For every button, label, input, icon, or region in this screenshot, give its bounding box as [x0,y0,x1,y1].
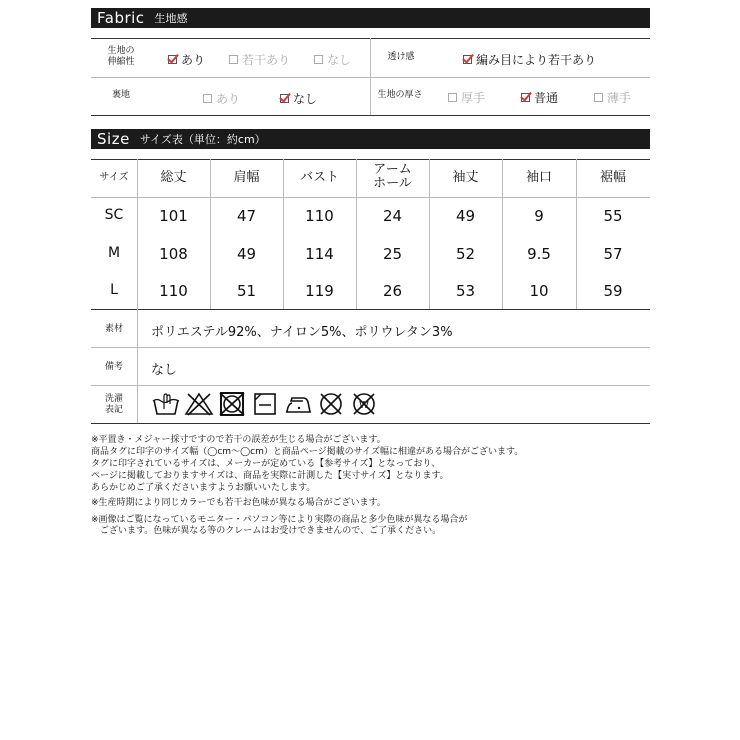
note-line: タグに印字されているサイズは、メーカーが定めている【参考サイズ】となっており、 [91,459,441,469]
no-bleach-icon [184,391,214,417]
checkbox-empty-icon [594,93,603,102]
cell-value: 49 [236,245,257,263]
stretch-option-slight[interactable]: 若干あり [229,51,290,68]
lining-label: 裏地 [111,90,130,100]
row-size-l: L [110,282,118,298]
checkbox-checked-icon [280,94,289,103]
size-table-bottom-border [91,309,650,310]
info-divider [137,309,138,423]
cell-value: 110 [159,282,188,300]
header-sleeve-length: 袖丈 [452,170,479,185]
cell-value: 24 [382,207,403,225]
row-size-sc: SC [104,207,124,223]
remarks-label: 備考 [104,362,123,372]
fabric-title: Fabric [97,9,145,27]
drip-dry-shade-icon [250,391,280,417]
no-dry-clean-icon [316,391,346,417]
row-size-m: M [107,245,121,261]
fabric-divider [370,38,371,115]
stretch-label: 生地の 伸縮性 [107,46,135,67]
note-line: ※生産時期により同じカラーでも若干お色味が異なる場合がございます。 [91,498,386,508]
size-table-top-border [91,159,650,160]
cell-value: 49 [455,207,476,225]
thickness-label: 生地の厚さ [377,90,423,100]
thickness-option-normal[interactable]: 普通 [521,89,558,106]
care-label: 洗濯 表記 [104,394,123,415]
cell-value: 26 [382,282,403,300]
header-armhole: アーム ホール [373,162,412,191]
size-title: Size [97,130,130,148]
cell-value: 53 [455,282,476,300]
cell-value: 25 [382,245,403,263]
note-line: あらかじめご了承くださいますようお願いいたします。 [91,483,316,493]
checkbox-empty-icon [203,94,212,103]
size-table-header-border [91,197,650,198]
note-line: ※平置き・メジャー採寸ですので若干の誤差が生じる場合がございます。 [91,435,386,445]
remarks-value: なし [151,363,178,378]
header-hem: 裾幅 [599,170,626,185]
fabric-bottom-border [91,115,650,116]
checkbox-checked-icon [168,55,177,64]
lining-option-yes[interactable]: あり [203,90,240,107]
checkbox-empty-icon [448,93,457,102]
no-tumble-dry-icon [217,391,247,417]
note-line: ございます。色味が異なる等のクレームはお受けできませんので、ご了承ください。 [91,526,442,536]
checkbox-empty-icon [314,55,323,64]
header-length: 総丈 [160,170,187,185]
lining-option-no[interactable]: なし [280,90,317,107]
cell-value: 57 [603,245,623,263]
material-border [91,347,650,348]
fabric-header [91,8,650,28]
size-header [91,129,650,149]
material-label: 素材 [104,324,123,334]
header-cuff: 袖口 [525,170,552,185]
cell-value: 108 [159,245,188,263]
sheer-label: 透け感 [387,52,415,62]
cell-value: 114 [305,245,334,263]
note-line: ※画像はご覧になっているモニター・パソコン等により実際の商品と多少色味が異なる場合が [91,515,468,525]
cell-value: 110 [305,207,334,225]
care-icons [151,391,379,417]
remarks-border [91,385,650,386]
cell-value: 55 [603,207,623,225]
cell-value: 47 [236,207,257,225]
header-shoulder: 肩幅 [233,170,260,185]
note-line: 商品タグに印字のサイズ幅（◯cm〜◯cm）と商品ページ掲載のサイズ幅に相違がある場合がございます。 [91,447,524,457]
cell-value: 10 [529,282,549,300]
cell-value: 59 [603,282,623,300]
cell-value: 9.5 [527,245,551,263]
checkbox-checked-icon [521,93,530,102]
size-subtitle: サイズ表（単位：約cm） [139,133,266,146]
stretch-option-no[interactable]: なし [314,51,351,68]
material-value: ポリエステル92%、ナイロン5%、ポリウレタン3% [151,325,453,340]
cell-value: 9 [534,207,544,225]
cell-value: 119 [305,282,334,300]
cell-value: 52 [455,245,476,263]
no-wet-clean-icon [349,391,379,417]
header-bust: バスト [299,170,339,185]
hand-wash-icon [151,391,181,417]
care-bottom-border [91,423,650,424]
iron-low-icon [283,391,313,417]
thickness-option-thick[interactable]: 厚手 [448,89,485,106]
cell-value: 51 [236,282,257,300]
cell-value: 101 [159,207,188,225]
note-line: ページに掲載しておりますサイズは、商品を実際に計測した【実寸サイズ】となります。 [91,471,449,481]
checkbox-empty-icon [229,55,238,64]
svg-text:W: W [359,400,369,411]
sheer-option[interactable]: 編み目により若干あり [463,51,596,68]
thickness-option-thin[interactable]: 薄手 [594,89,631,106]
fabric-subtitle: 生地感 [154,12,188,25]
size-corner-label: サイズ [99,172,129,183]
stretch-option-yes[interactable]: あり [168,51,205,68]
checkbox-checked-icon [463,55,472,64]
